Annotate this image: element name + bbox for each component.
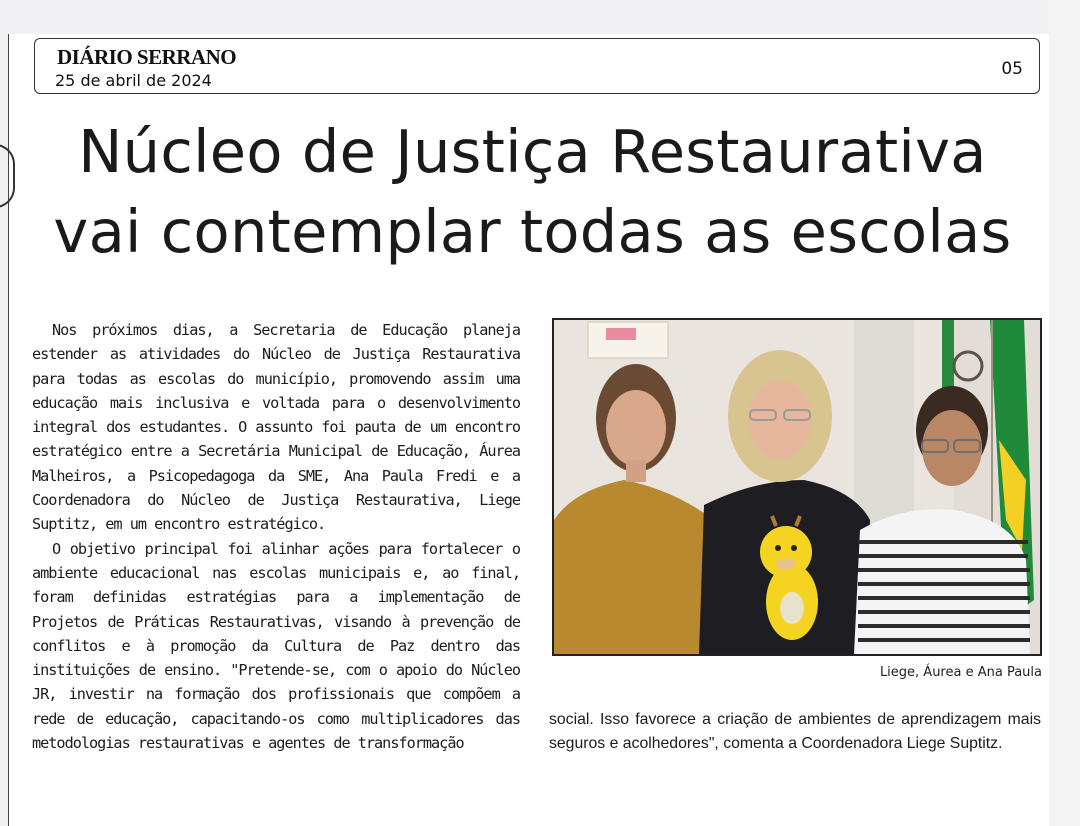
publication-date: 25 de abril de 2024 [55,71,212,90]
article-column-1 [32,318,520,755]
viewer-top-bar [0,0,1080,34]
page-binding-curl [0,144,15,208]
masthead [34,38,1040,94]
article-headline [20,112,1045,272]
headline-line-1: Núcleo de Justiça Restaurativa [78,117,987,186]
viewer-right-margin [1048,0,1080,826]
article-photo [552,318,1042,656]
page-number: 05 [1001,59,1023,79]
newspaper-name: DIÁRIO SERRANO [57,45,237,69]
headline-line-2: vai contemplar todas as escolas [53,197,1012,266]
article-column-2: social. Isso favorece a criação de ambientes de aprendizagem mais seguros e acolhedores", comenta a Coordenadora Liege Suptitz. [549,711,1041,753]
photo-caption: Liege, Áurea e Ana Paula [879,665,1042,680]
photo-illustration [554,320,1040,654]
paragraph-2: O objetivo principal foi alinhar ações para fortalecer o ambiente educacional nas escolas municipais e, ao final, foram definidas estratégias para a implementação de Projetos de Práticas Restaurativas, visando à prevenção de conflitos e à promoção da Cultura de Paz dentro das instituições de ensino. "Pretende-se, com o apoio do Núcleo JR, investir na formação dos profissionais que compõem a rede de educação, capacitando-os como multiplicadores das metodologias restaurativas e agentes de transformação [32,539,520,753]
paragraph-1: Nos próximos dias, a Secretaria de Educação planeja estender as atividades do Núcleo de Justiça Restaurativa para todas as escolas do município, promovendo assim uma educação mais inclusiva e voltada para o desenvolvimento integral dos estudantes. O assunto foi pauta de um encontro estratégico entre a Secretária Municipal de Educação, Áurea Malheiros, a Psicopedagoga da SME, Ana Paula Fredi e a Coordenadora do Núcleo de Justiça Restaurativa, Liege Suptitz, em um encontro estratégico. [32,321,520,534]
